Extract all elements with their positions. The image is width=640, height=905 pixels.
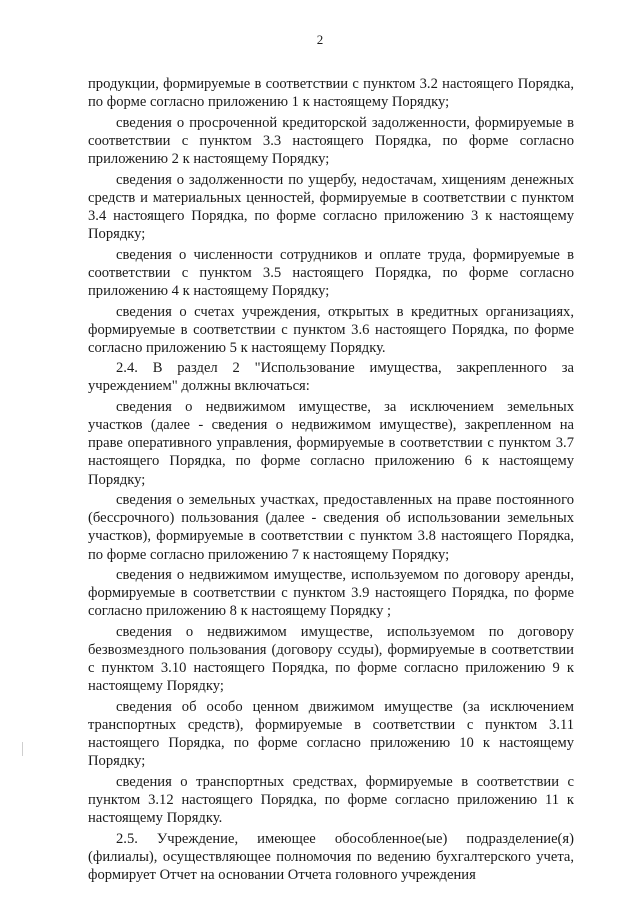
paragraph: сведения о транспортных средствах, формируемые в соответствии с пунктом 3.12 настоящего Порядка, по форме согласно приложению 11 к настоящему Порядку.	[88, 774, 574, 827]
paragraph: сведения о недвижимом имуществе, за исключением земельных участков (далее - сведения о недвижимом имуществе), закрепленном на праве оперативного управления, формируемые в соответствии с пунктом 3.7 настоящего Порядка, по форме согласно приложению 6 к настоящему Порядку;	[88, 399, 574, 488]
document-body	[88, 75, 574, 884]
paragraph: сведения о земельных участках, предоставленных на праве постоянного (бессрочного) пользования (далее - сведения об использовании земельных участков), формируемые в соответствии с пунктом 3.8 настоящего Порядка, по форме согласно приложению 7 к настоящему Порядку;	[88, 492, 574, 563]
paragraph: сведения о задолженности по ущербу, недостачам, хищениям денежных средств и материальных ценностей, формируемые в соответствии с пунктом 3.4 настоящего Порядка, по форме согласно приложению 3 к настоящему Порядку;	[88, 171, 574, 242]
paragraph: сведения о численности сотрудников и оплате труда, формируемые в соответствии с пунктом 3.5 настоящего Порядка, по форме согласно приложению 4 к настоящему Порядку;	[88, 246, 574, 299]
paragraph: сведения о просроченной кредиторской задолженности, формируемые в соответствии с пунктом 3.3 настоящего Порядка, по форме согласно приложению 2 к настоящему Порядку;	[88, 114, 574, 167]
paragraph: сведения о недвижимом имуществе, используемом по договору аренды, формируемые в соответствии с пунктом 3.9 настоящего Порядка, по форме согласно приложению 8 к настоящему Порядку ;	[88, 567, 574, 620]
paragraph-continuation: продукции, формируемые в соответствии с пунктом 3.2 настоящего Порядка, по форме согласно приложению 1 к настоящему Порядку;	[88, 76, 574, 111]
margin-mark	[22, 742, 23, 756]
section-paragraph-2-4: 2.4. В раздел 2 "Использование имущества, закрепленного за учреждением" должны включаться:	[88, 360, 574, 395]
page-number: 2	[316, 32, 324, 47]
paragraph: сведения об особо ценном движимом имуществе (за исключением транспортных средств), формируемые в соответствии с пунктом 3.11 настоящего Порядка, по форме согласно приложению 10 к настоящему Порядку;	[88, 699, 574, 770]
paragraph: сведения о недвижимом имуществе, используемом по договору безвозмездного пользования (договору ссуды), формируемые в соответствии с пунктом 3.10 настоящего Порядка, по форме согласно приложению 9 к настоящему Порядку;	[88, 624, 574, 695]
section-paragraph-2-5: 2.5. Учреждение, имеющее обособленное(ые) подразделение(я) (филиалы), осуществляющее полномочия по ведению бухгалтерского учета, формирует Отчет на основании Отчета головного учреждения	[88, 830, 574, 884]
paragraph: сведения о счетах учреждения, открытых в кредитных организациях, формируемые в соответствии с пунктом 3.6 настоящего Порядка, по форме согласно приложению 5 к настоящему Порядку.	[88, 303, 574, 356]
